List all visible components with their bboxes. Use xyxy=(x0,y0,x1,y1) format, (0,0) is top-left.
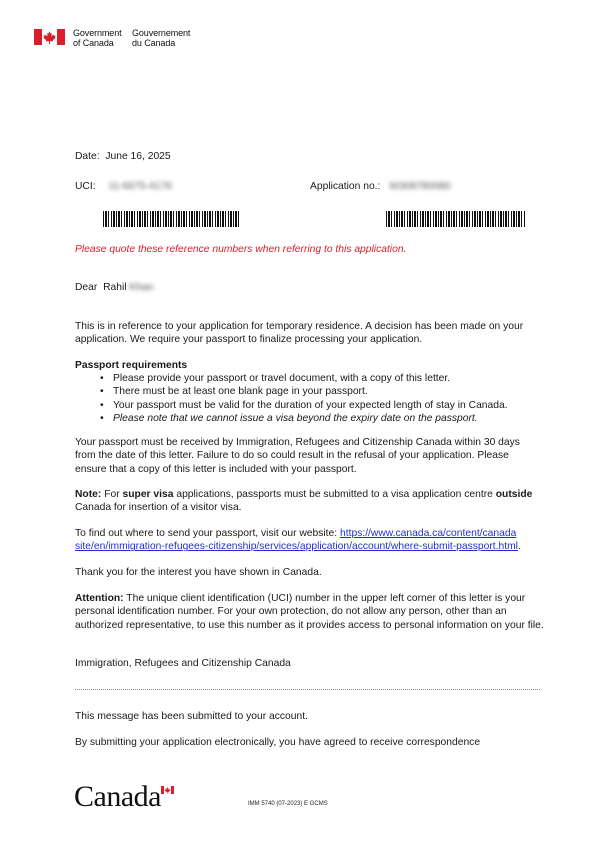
link-text-line2: site/en/immigration-refugees-citizenship/services/application/account/where-submit-passport.html xyxy=(75,541,518,553)
application-line xyxy=(310,180,451,193)
wordmark-flag-icon xyxy=(161,786,174,794)
gov-en-line1: Government xyxy=(73,28,122,38)
list-item: • Please provide your passport or travel document, with a copy of this letter. xyxy=(100,372,550,385)
attention-label: Attention: xyxy=(75,593,124,604)
note-text: For xyxy=(104,489,120,500)
passport-deadline-paragraph: Your passport must be received by Immigration, Refugees and Citizenship Canada within 30 days from the date of this letter. Failure to do so could result in the refusal of your application. Please ensure that a copy of this letter is included with your passport. xyxy=(75,437,520,475)
list-item: • Your passport must be valid for the duration of your expected length of stay in Canada. xyxy=(100,399,550,412)
super-visa-note xyxy=(75,488,535,515)
website-paragraph xyxy=(75,527,550,554)
form-code: IMM 5740 (07-2023) E GCMS xyxy=(248,801,328,807)
dotted-divider xyxy=(75,689,540,690)
gov-signature-en xyxy=(73,29,122,48)
department-signature: Immigration, Refugees and Citizenship Canada xyxy=(75,658,291,669)
uci-value: 11-6675-4176 xyxy=(108,181,172,192)
list-item: • Please note that we cannot issue a visa beyond the expiry date on the passport. xyxy=(100,412,550,425)
uci-line xyxy=(75,180,172,193)
greeting-word: Dear xyxy=(75,282,98,293)
gov-en-line2: of Canada xyxy=(73,37,114,48)
attention-text: The unique client identification (UCI) number in the upper left corner of this letter is your personal identification number. For your own protection, do not allow any person, other than an authorized representative, to use this number as it provides access to personal information on your file. xyxy=(75,593,544,631)
website-intro-text: To find out where to send your passport, visit our website: xyxy=(75,528,338,539)
date-line xyxy=(75,150,171,163)
date-label: Date: xyxy=(75,151,100,162)
application-label: Application no.: xyxy=(310,181,381,192)
application-barcode xyxy=(386,211,526,227)
quote-reference-notice: Please quote these reference numbers when referring to this application. xyxy=(75,244,407,255)
recipient-last-name: Khan xyxy=(129,282,154,293)
uci-label: UCI: xyxy=(75,181,96,192)
note-emphasis: outside xyxy=(495,489,533,500)
submitted-message: This message has been submitted to your account. xyxy=(75,711,308,722)
thanks-line: Thank you for the interest you have shown in Canada. xyxy=(75,567,322,578)
link-text-line1: https://www.canada.ca/content/canada xyxy=(340,528,517,539)
gov-fr-line2: du Canada xyxy=(132,37,176,48)
website-end-punctuation: . xyxy=(517,541,521,553)
canada-wordmark-text: Canada xyxy=(74,780,161,813)
attention-paragraph xyxy=(75,592,545,632)
canada-wordmark xyxy=(74,780,161,814)
intro-paragraph: This is in reference to your application for temporary residence. A decision has been made on your application. We require your passport to finalize processing your application. xyxy=(75,321,524,346)
recipient-first-name: Rahil xyxy=(103,282,127,293)
list-item: • There must be at least one blank page in your passport. xyxy=(100,385,550,398)
greeting xyxy=(75,281,153,294)
note-label: Note: xyxy=(75,489,102,500)
passport-requirements-list xyxy=(100,372,550,426)
gov-signature-fr xyxy=(132,29,190,48)
passport-requirements-heading: Passport requirements xyxy=(75,360,188,371)
note-text: Canada for insertion of a visitor visa. xyxy=(75,502,242,514)
gov-fr-line1: Gouvernement xyxy=(132,28,191,38)
note-emphasis: super visa xyxy=(122,489,174,500)
uci-barcode xyxy=(103,211,241,227)
canada-flag-icon xyxy=(34,29,65,45)
application-value: W308780080 xyxy=(389,181,451,192)
date-value: June 16, 2025 xyxy=(105,151,171,162)
electronic-agreement-text: By submitting your application electronically, you have agreed to receive correspondence xyxy=(75,737,481,748)
note-text: applications, passports must be submitted to a visa application centre xyxy=(176,489,493,500)
